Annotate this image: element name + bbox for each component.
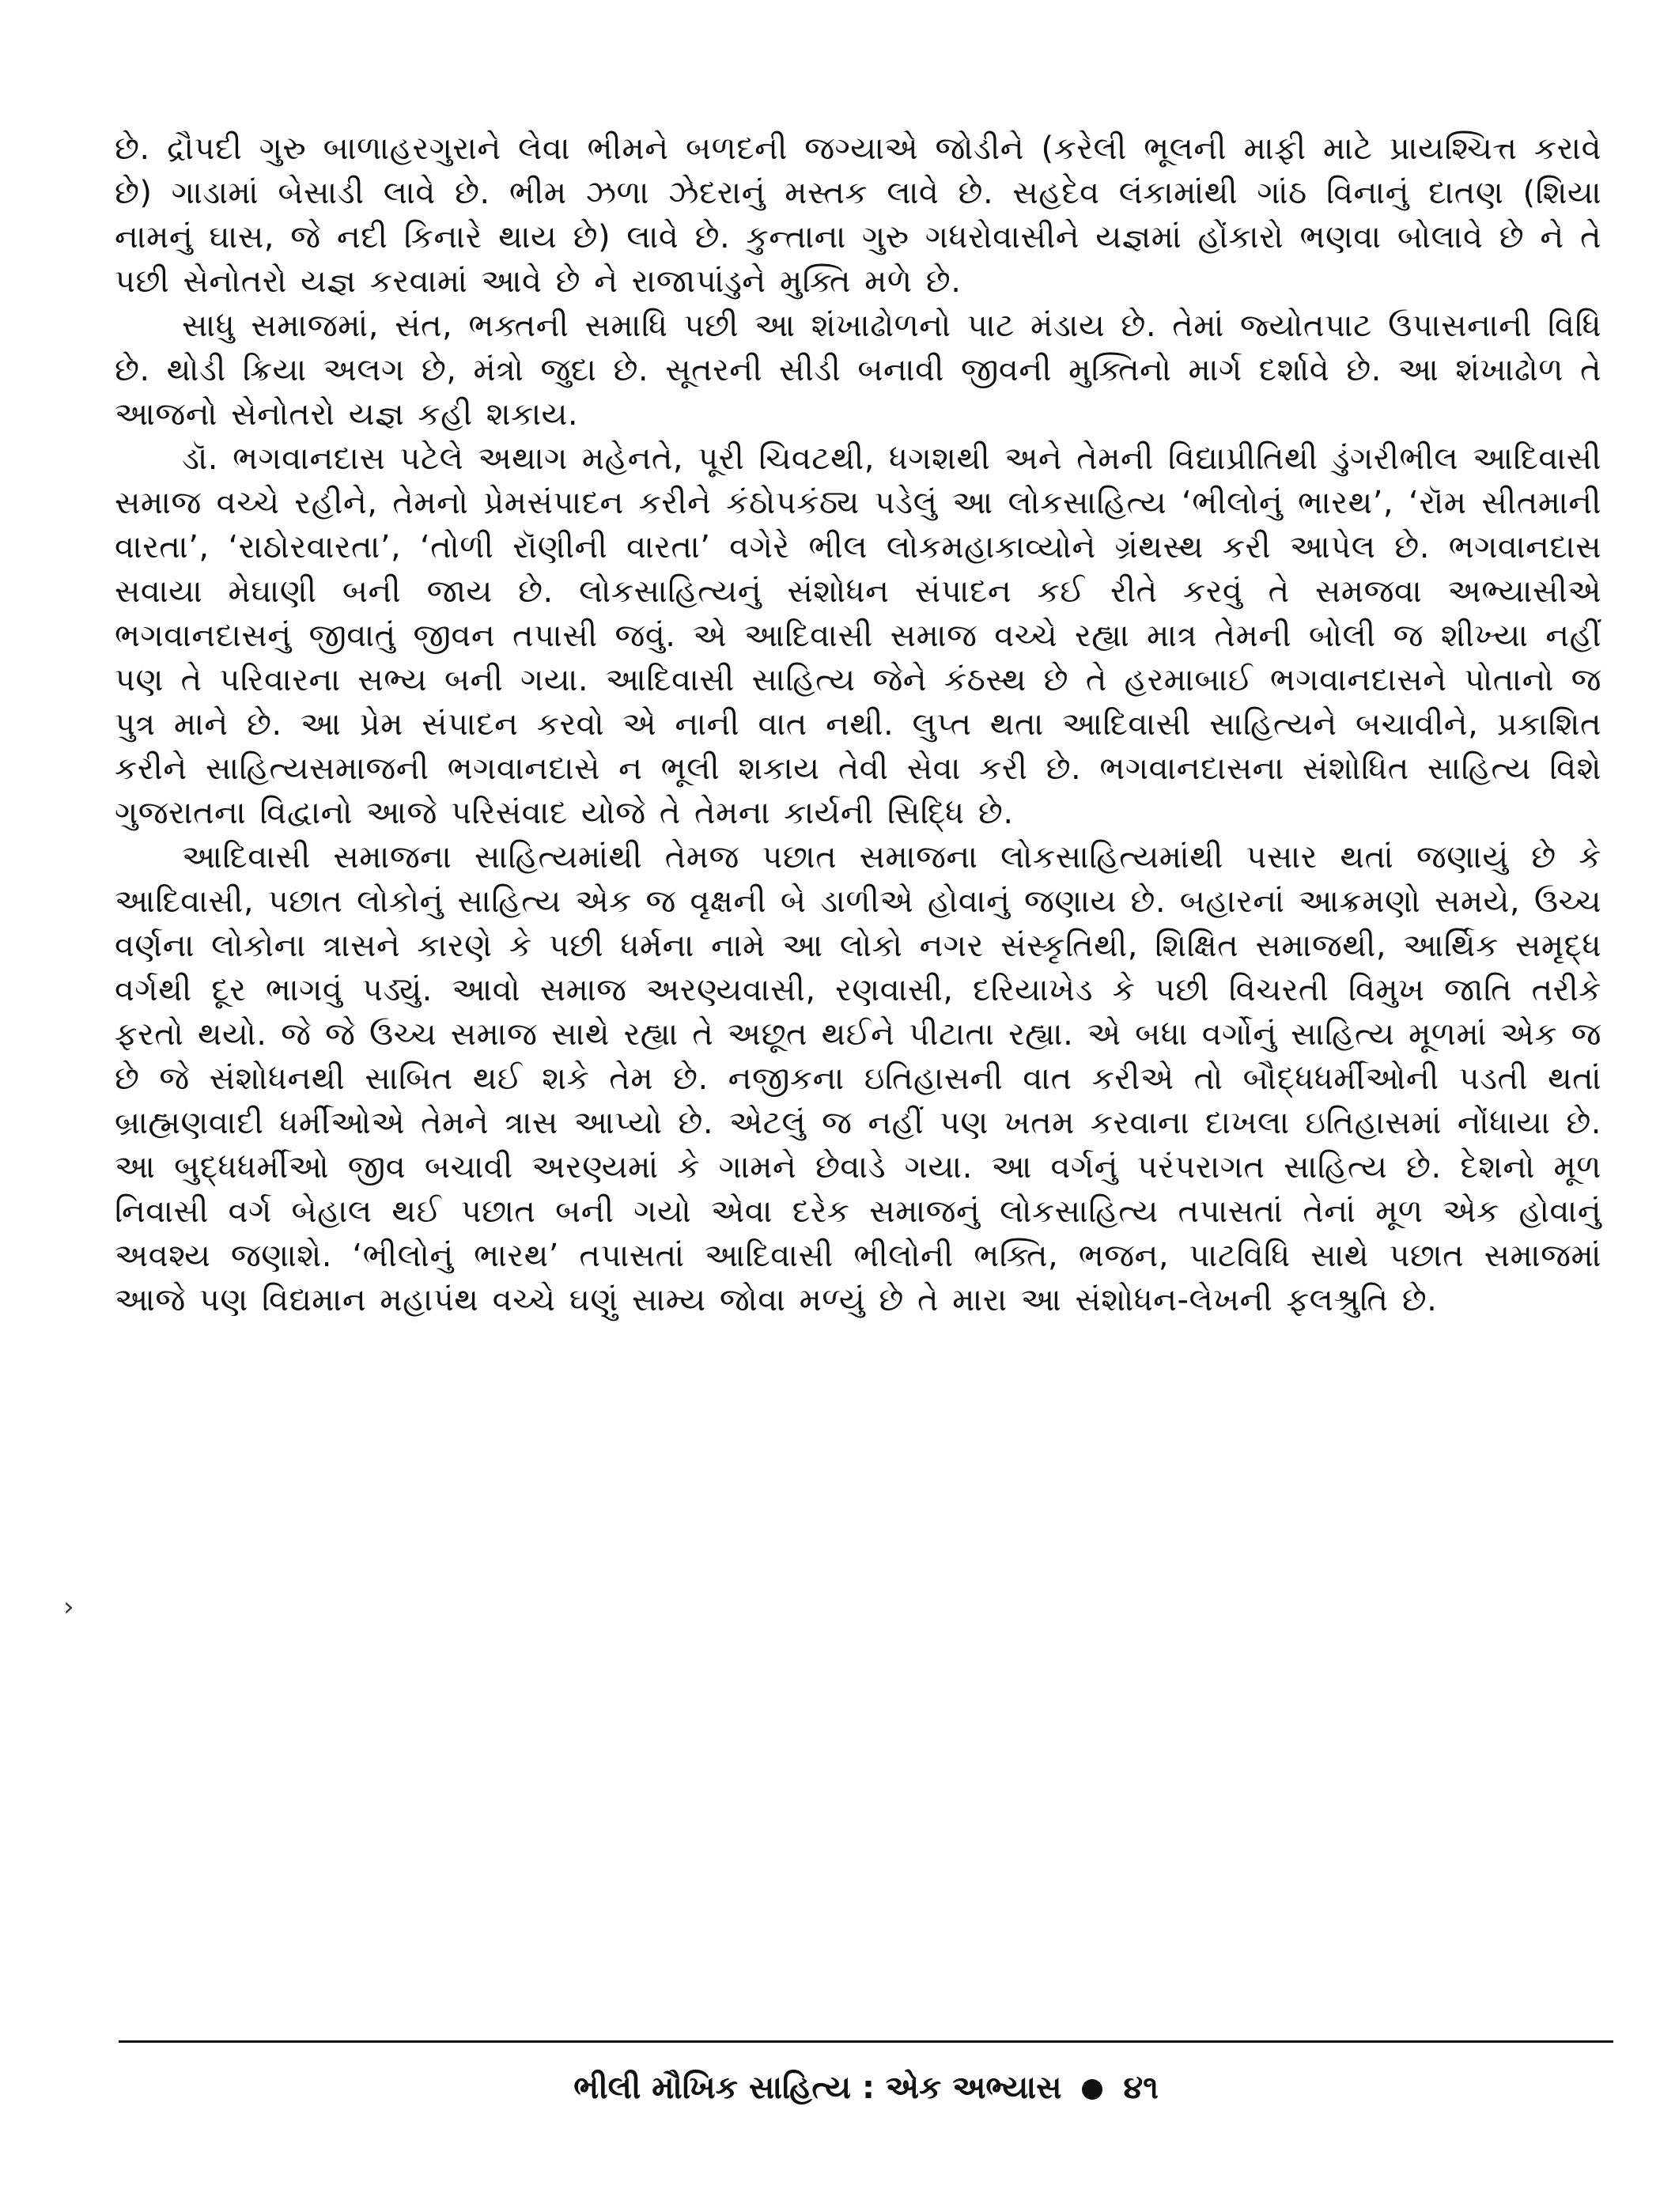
page-footer [119, 2066, 1613, 2110]
paragraph-4: આદિવાસી સમાજના સાહિત્યમાંથી તેમજ પછાત સમાજના લોકસાહિત્યમાંથી પસાર થતાં જણાયું છે કે આદિવાસી, પછાત લોકોનું સાહિત્ય એક જ વૃક્ષની બે ડાળીએ હોવાનું જણાય છે. બહારનાં આક્રમણો સમયે, ઉચ્ચ વર્ણના લોકોના ત્રાસને કારણે કે પછી ધર્મના નામે આ લોકો નગર સંસ્કૃતિથી, શિક્ષિત સમાજથી, આર્થિક સમૃદ્ધ વર્ગથી દૂર ભાગવું પડ્યું. આવો સમાજ અરણ્યવાસી, રણવાસી, દરિયાખેડ કે પછી વિચરતી વિમુખ જાતિ તરીકે ફરતો થયો. જે જે ઉચ્ચ સમાજ સાથે રહ્યા તે અછૂત થઈને પીટાતા રહ્યા. એ બધા વર્ગોનું સાહિત્ય મૂળમાં એક જ છે જે સંશોધનથી સાબિત થઈ શકે તેમ છે. નજીકના ઇતિહાસની વાત કરીએ તો બૌદ્ધધર્મીઓની પડતી થતાં બ્રાહ્મણવાદી ધર્મીઓએ તેમને ત્રાસ આપ્યો છે. એટલું જ નહીં પણ ખતમ કરવાના દાખલા ઇતિહાસમાં નોંધાયા છે. આ બુદ્ધધર્મીઓ જીવ બચાવી અરણ્યમાં કે ગામને છેવાડે ગયા. આ વર્ગનું પરંપરાગત સાહિત્ય છે. દેશનો મૂળ નિવાસી વર્ગ બેહાલ થઈ પછાત બની ગયો એવા દરેક સમાજનું લોકસાહિત્ય તપાસતાં તેનાં મૂળ એક હોવાનું અવશ્ય જણાશે. ‘ભીલોનું ભારથ’ તપાસતાં આદિવાસી ભીલોની ભક્તિ, ભજન, પાટવિધિ સાથે પછાત સમાજમાં આજે પણ વિદ્યમાન મહાપંથ વચ્ચે ઘણું સામ્ય જોવા મળ્યું છે તે મારા આ સંશોધન-લેખની ફલશ્રુતિ છે. [115, 839, 1601, 1318]
page-number: ૪૧ [1123, 2070, 1159, 2106]
page-body [115, 127, 1601, 1322]
paragraph-1: છે. દ્રૌપદી ગુરુ બાળાહરગુરાને લેવા ભીમને બળદની જગ્યાએ જોડીને (કરેલી ભૂલની માફી માટે પ્રાયશ્ચિત્ત કરાવે છે) ગાડામાં બેસાડી લાવે છે. ભીમ ઝળા ઝેદરાનું મસ્તક લાવે છે. સહદેવ લંકામાંથી ગાંઠ વિનાનું દાતણ (શિયા નામનું ઘાસ, જે નદી કિનારે થાય છે) લાવે છે. કુન્તાના ગુરુ ગધરોવાસીને યજ્ઞમાં હોંકારો ભણવા બોલાવે છે ને તે પછી સેનોતરો યજ્ઞ કરવામાં આવે છે ને રાજાપાંડુને મુક્તિ મળે છે. [115, 130, 1601, 300]
footer-book-title: ભીલી મૌખિક સાહિત્ય : એક અભ્યાસ [573, 2070, 1062, 2106]
paragraph-2: સાધુ સમાજમાં, સંત, ભક્તની સમાધિ પછી આ શંખાઢોળનો પાટ મંડાય છે. તેમાં જ્યોતપાટ ઉપાસનાની વિધિ છે. થોડી ક્રિયા અલગ છે, મંત્રો જુદા છે. સૂતરની સીડી બનાવી જીવની મુક્તિનો માર્ગ દર્શાવે છે. આ શંખાઢોળ તે આજનો સેનોતરો યજ્ઞ કહી શકાય. [115, 308, 1601, 433]
paragraph-3: ડૉ. ભગવાનદાસ પટેલે અથાગ મહેનતે, પૂરી ચિવટથી, ધગશથી અને તેમની વિદ્યાપ્રીતિથી ડુંગરીભીલ આદિવાસી સમાજ વચ્ચે રહીને, તેમનો પ્રેમસંપાદન કરીને કંઠોપકંઠ્ય પડેલું આ લોકસાહિત્ય ‘ભીલોનું ભારથ’, ‘રૉમ સીતમાની વારતા’, ‘રાઠોરવારતા’, ‘તોળી રૉણીની વારતા’ વગેરે ભીલ લોકમહાકાવ્યોને ગ્રંથસ્થ કરી આપેલ છે. ભગવાનદાસ સવાયા મેઘાણી બની જાય છે. લોકસાહિત્યનું સંશોધન સંપાદન કઈ રીતે કરવું તે સમજવા અભ્યાસીએ ભગવાનદાસનું જીવાતું જીવન તપાસી જવું. એ આદિવાસી સમાજ વચ્ચે રહ્યા માત્ર તેમની બોલી જ શીખ્યા નહીં પણ તે પરિવારના સભ્ય બની ગયા. આદિવાસી સાહિત્ય જેને કંઠસ્થ છે તે હરમાબાઈ ભગવાનદાસને પોતાનો જ પુત્ર માને છે. આ પ્રેમ સંપાદન કરવો એ નાની વાત નથી. લુપ્ત થતા આદિવાસી સાહિત્યને બચાવીને, પ્રકાશિત કરીને સાહિત્યસમાજની ભગવાનદાસે ન ભૂલી શકાય તેવી સેવા કરી છે. ભગવાનદાસના સંશોધિત સાહિત્ય વિશે ગુજરાતના વિદ્વાનો આજે પરિસંવાદ યોજે તે તેમના કાર્યની સિદ્ધિ છે. [115, 441, 1601, 831]
bullet-dot-icon [1082, 2079, 1102, 2100]
footer-divider [119, 2040, 1613, 2043]
margin-tick-mark: › [63, 1591, 74, 1623]
